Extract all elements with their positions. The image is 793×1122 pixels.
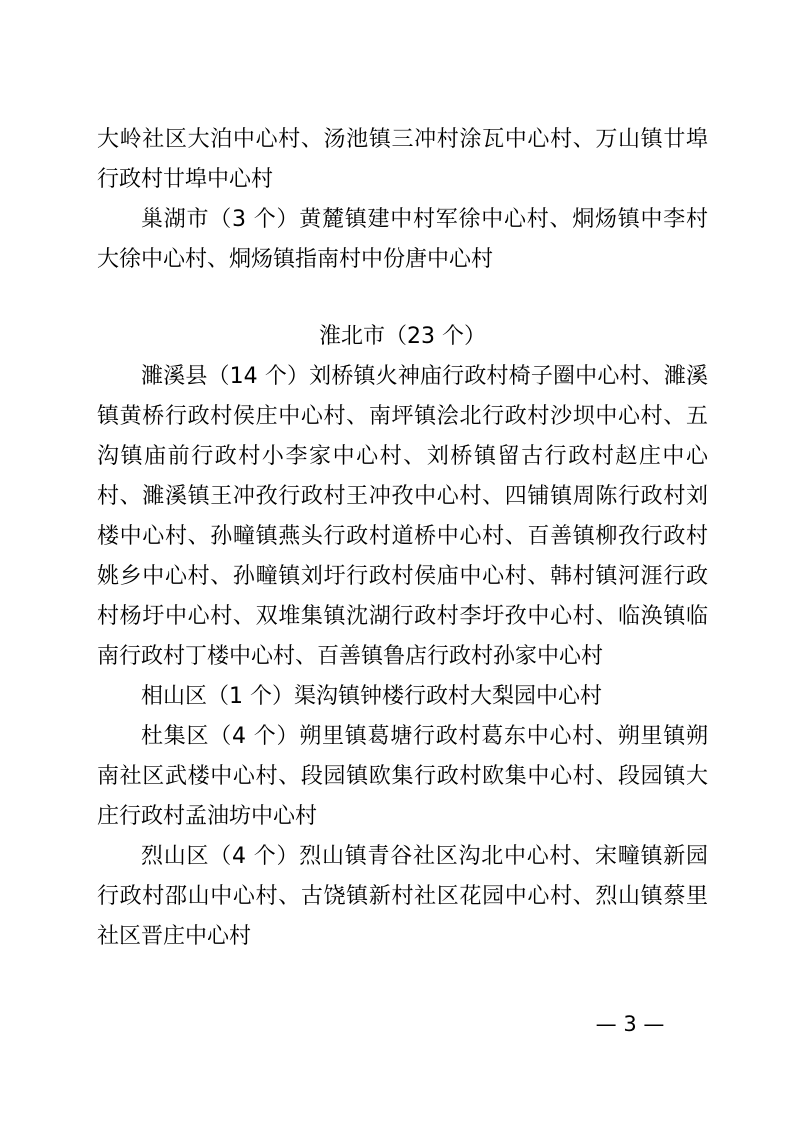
section-heading-huaibei-city: 淮北市（23 个） [319,324,486,349]
page-number: — 3 — [595,1012,665,1036]
paragraph-chaohu-city: 巢湖市（3 个）黄麓镇建中村军徐中心村、烔炀镇中李村大徐中心村、烔炀镇指南村中份唐中心村 [97,207,708,272]
document-body [97,120,708,957]
paragraph-suixi-county: 濉溪县（14 个）刘桥镇火神庙行政村椅子圈中心村、濉溪镇黄桥行政村侯庄中心村、南坪镇浍北行政村沙坝中心村、五沟镇庙前行政村小李家中心村、刘桥镇留古行政村赵庄中心村、濉溪镇王冲孜行政村王冲孜中心村、四铺镇周陈行政村刘楼中心村、孙疃镇燕头行政村道桥中心村、百善镇柳孜行政村姚乡中心村、孙疃镇刘圩行政村侯庙中心村、韩村镇河涯行政村杨圩中心村、双堆集镇沈湖行政村李圩孜中心村、临涣镇临南行政村丁楼中心村、百善镇鲁店行政村孙家中心村 [97,364,708,669]
paragraph-duji-district: 杜集区（4 个）朔里镇葛塘行政村葛东中心村、朔里镇朔南社区武楼中心村、段园镇欧集行政村欧集中心村、段园镇大庄行政村孟油坊中心村 [97,724,708,829]
paragraph-xiangshan-district: 相山区（1 个）渠沟镇钟楼行政村大梨园中心村 [141,684,602,709]
paragraph-lieshan-district: 烈山区（4 个）烈山镇青谷社区沟北中心村、宋疃镇新园行政村邵山中心村、古饶镇新村社区花园中心村、烈山镇蔡里社区晋庄中心村 [97,844,708,949]
paragraph-continuation: 大岭社区大泊中心村、汤池镇三冲村涂瓦中心村、万山镇廿埠行政村廿埠中心村 [97,127,708,192]
